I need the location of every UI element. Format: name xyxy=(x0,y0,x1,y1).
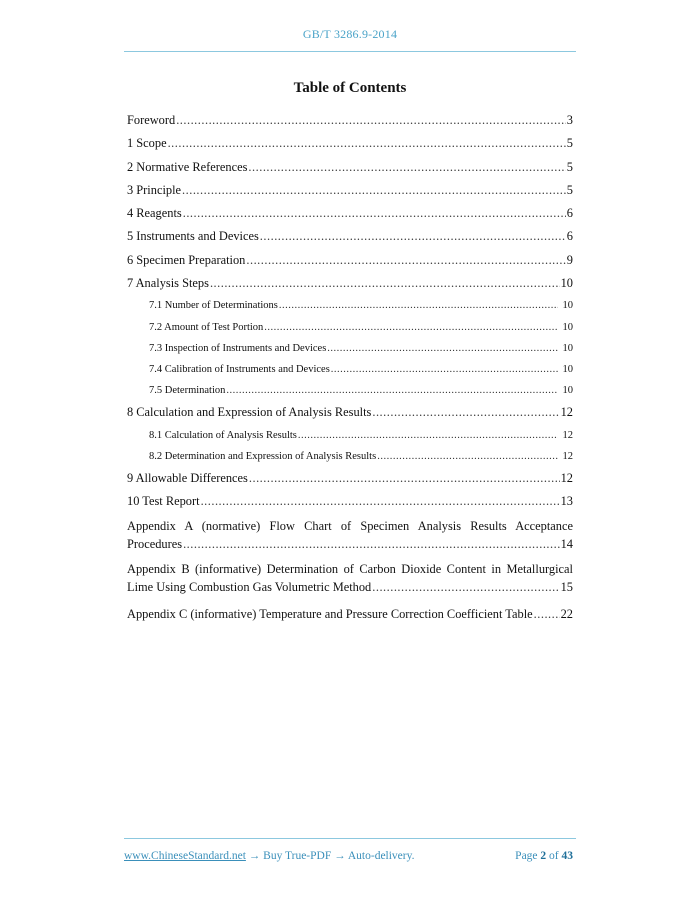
toc-entry-title: 7.5 Determination xyxy=(149,385,226,397)
page-title: Table of Contents xyxy=(293,80,407,96)
toc-entry-title-line1: Appendix B (informative) Determination of Carbon Dioxide Content in Metallurgical xyxy=(127,561,573,576)
toc-entry-page: 5 xyxy=(566,136,573,151)
toc-entry-appendix-b[interactable] xyxy=(127,560,573,597)
auto-delivery-text: Auto-delivery. xyxy=(347,850,415,862)
toc-entry-title: 5 Instruments and Devices xyxy=(127,229,259,244)
toc-subentry-7-5[interactable] xyxy=(127,380,573,401)
dot-leader xyxy=(183,202,566,225)
toc-entry-title: Foreword xyxy=(127,113,176,127)
toc-entry-page: 10 xyxy=(562,300,573,312)
dot-leader xyxy=(182,179,566,202)
toc-subentry-8-1[interactable] xyxy=(127,425,573,446)
dot-leader xyxy=(176,109,566,132)
toc-entry-allowable-differences[interactable] xyxy=(127,467,573,490)
toc-entry-page: 12 xyxy=(562,429,573,441)
toc-entry-title: 6 Specimen Preparation xyxy=(127,252,246,267)
toc-subentry-7-1[interactable] xyxy=(127,295,573,316)
toc-entry-page: 10 xyxy=(562,342,573,354)
dot-leader xyxy=(327,338,558,359)
dot-leader xyxy=(331,359,558,380)
table-of-contents xyxy=(127,109,573,626)
toc-subentry-8-2[interactable] xyxy=(127,446,573,467)
toc-entry-title: 10 Test Report xyxy=(127,494,200,509)
dot-leader xyxy=(210,272,560,295)
toc-entry-appendix-a[interactable] xyxy=(127,517,573,554)
dot-leader xyxy=(534,603,560,626)
toc-entry-page: 12 xyxy=(562,450,573,462)
toc-entry-page: 5 xyxy=(566,159,573,174)
toc-entry-appendix-c[interactable] xyxy=(127,603,573,626)
header-divider xyxy=(124,51,576,52)
toc-entry-title-line2: Procedures xyxy=(127,537,183,552)
toc-entry-specimen-preparation[interactable] xyxy=(127,249,573,272)
page-label: Page xyxy=(515,850,538,862)
page-indicator xyxy=(515,850,573,862)
standard-code-header: GB/T 3286.9-2014 xyxy=(302,27,398,41)
toc-entry-page: 6 xyxy=(566,206,573,221)
dot-leader xyxy=(377,446,558,467)
page-total: 43 xyxy=(561,850,573,862)
page-of-label: of xyxy=(549,850,559,862)
dot-leader xyxy=(372,578,559,597)
toc-entry-title: 7 Analysis Steps xyxy=(127,276,209,291)
toc-entry-title: 7.1 Number of Determinations xyxy=(149,300,278,312)
toc-entry-page: 10 xyxy=(562,363,573,375)
toc-subentry-7-2[interactable] xyxy=(127,317,573,338)
toc-entry-page: 13 xyxy=(560,494,573,509)
toc-entry-calculation[interactable] xyxy=(127,401,573,424)
dot-leader xyxy=(249,467,560,490)
toc-entry-title: 3 Principle xyxy=(127,182,182,197)
toc-entry-page: 10 xyxy=(560,276,573,291)
buy-true-pdf-link[interactable]: Buy True-PDF xyxy=(263,850,332,862)
toc-entry-title: 9 Allowable Differences xyxy=(127,471,248,486)
toc-entry-title-line1: Appendix A (normative) Flow Chart of Specimen Analysis Results Acceptance xyxy=(127,518,573,533)
page-footer xyxy=(124,850,576,862)
toc-subentry-7-3[interactable] xyxy=(127,338,573,359)
toc-entry-title: 7.4 Calibration of Instruments and Devices xyxy=(149,363,330,375)
toc-entry-page: 10 xyxy=(562,385,573,397)
toc-entry-foreword[interactable] xyxy=(127,109,573,132)
toc-entry-title: 1 Scope xyxy=(127,136,167,151)
arrow-right-icon: → xyxy=(248,850,261,862)
toc-entry-test-report[interactable] xyxy=(127,490,573,513)
toc-entry-page: 6 xyxy=(566,229,573,244)
toc-entry-title: 4 Reagents xyxy=(127,206,182,221)
toc-entry-title: 2 Normative References xyxy=(127,159,248,174)
toc-subentry-7-4[interactable] xyxy=(127,359,573,380)
toc-entry-title: Appendix C (informative) Temperature and Pressure Correction Coefficient Table xyxy=(127,606,533,621)
dot-leader xyxy=(246,249,565,272)
toc-entry-principle[interactable] xyxy=(127,179,573,202)
toc-entry-scope[interactable] xyxy=(127,132,573,155)
toc-entry-title-line2: Lime Using Combustion Gas Volumetric Method xyxy=(127,580,372,595)
toc-entry-title: 8 Calculation and Expression of Analysis Results xyxy=(127,405,372,420)
site-link[interactable]: www.ChineseStandard.net xyxy=(124,850,246,862)
dot-leader xyxy=(264,317,558,338)
toc-entry-page: 10 xyxy=(562,321,573,333)
dot-leader xyxy=(298,425,558,446)
dot-leader xyxy=(226,380,558,401)
dot-leader xyxy=(372,401,559,424)
toc-entry-page: 22 xyxy=(560,606,573,621)
toc-entry-reagents[interactable] xyxy=(127,202,573,225)
toc-entry-title: 8.1 Calculation of Analysis Results xyxy=(149,429,297,441)
toc-entry-page: 5 xyxy=(566,182,573,197)
toc-entry-analysis-steps[interactable] xyxy=(127,272,573,295)
dot-leader xyxy=(201,490,560,513)
dot-leader xyxy=(248,156,565,179)
toc-entry-page: 12 xyxy=(560,471,573,486)
dot-leader xyxy=(260,225,566,248)
dot-leader xyxy=(168,132,566,155)
footer-divider xyxy=(124,838,576,839)
toc-entry-page: 14 xyxy=(560,537,573,552)
toc-entry-instruments[interactable] xyxy=(127,225,573,248)
toc-entry-normative-references[interactable] xyxy=(127,156,573,179)
toc-entry-title: 7.2 Amount of Test Portion xyxy=(149,321,264,333)
dot-leader xyxy=(183,535,560,554)
toc-entry-title: 7.3 Inspection of Instruments and Devices xyxy=(149,342,327,354)
toc-entry-page: 9 xyxy=(566,252,573,267)
toc-entry-page: 3 xyxy=(566,113,573,127)
page-current: 2 xyxy=(540,850,547,862)
toc-entry-title: 8.2 Determination and Expression of Analysis Results xyxy=(149,450,377,462)
toc-entry-page: 12 xyxy=(560,405,573,420)
toc-entry-page: 15 xyxy=(560,580,573,595)
dot-leader xyxy=(279,295,558,316)
arrow-right-icon: → xyxy=(334,850,346,862)
